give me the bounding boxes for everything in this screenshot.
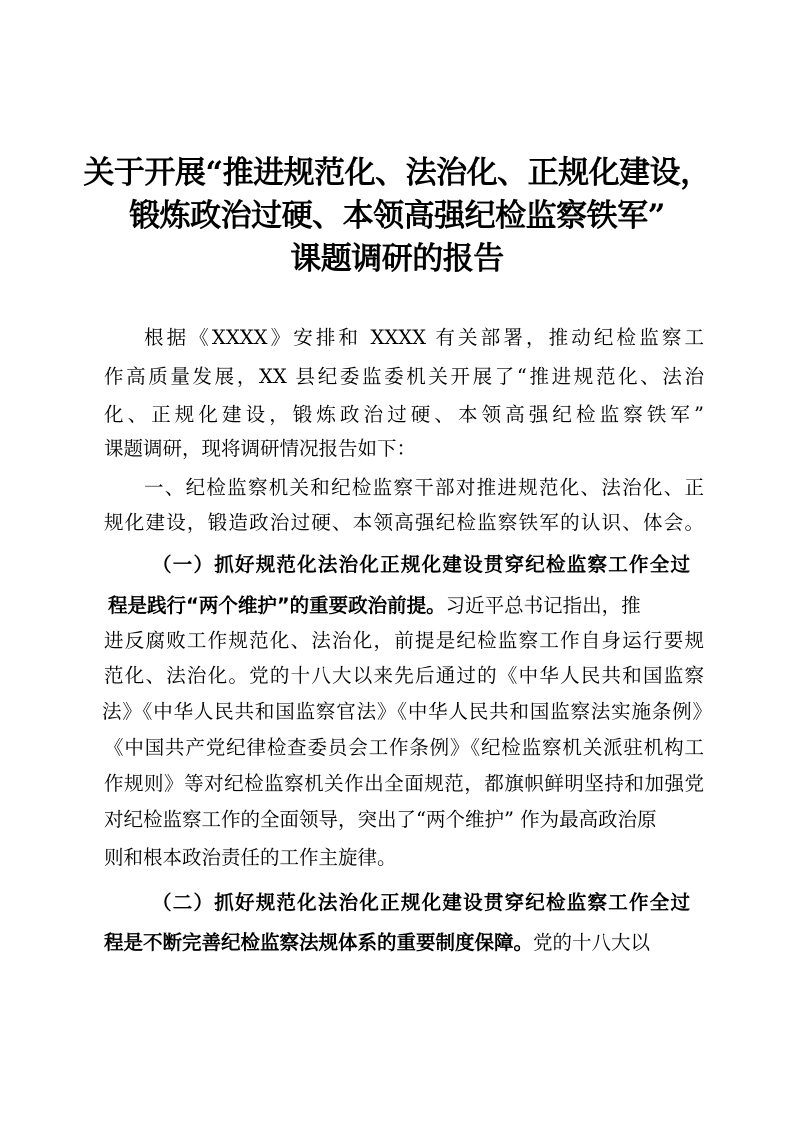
section1-line-1: 一、纪检监察机关和纪检监察干部对推进规范化、法治化、正 xyxy=(144,476,704,499)
sub1-body-line-7: 则和根本政治责任的工作主旋律。 xyxy=(104,846,397,869)
sub1-heading-line-2: 程是践行“两个维护”的重要政治前提。 xyxy=(108,594,446,617)
sub2-heading-line-2: 程是不断完善纪检监察法规体系的重要制度保障。 xyxy=(104,931,534,954)
section1-line-2: 规化建设，锻造政治过硬、本领高强纪检监察铁军的认识、体会。 xyxy=(104,511,704,534)
sub2-heading-line-1: （二）抓好规范化法治化正规化建设贯穿纪检监察工作全过 xyxy=(152,891,690,914)
sub1-body-line-5: 作规则》等对纪检监察机关作出全面规范，都旗帜鲜明坚持和加强党 xyxy=(104,772,704,795)
sub1-line-2 xyxy=(108,591,704,621)
intro-line-4: 课题调研，现将调研情况报告如下： xyxy=(104,437,417,460)
sub2-line-2 xyxy=(104,928,704,958)
intro-line-3: 化、正规化建设，锻炼政治过硬、本领高强纪检监察铁军” xyxy=(104,403,704,426)
report-title-line-2: 锻炼政治过硬、本领高强纪检监察铁军” xyxy=(129,198,665,234)
sub1-body-line-2: 范化、法治化。党的十八大以来先后通过的《中华人民共和国监察 xyxy=(104,664,704,687)
sub1-body-line-4: 《中国共产党纪律检查委员会工作条例》《纪检监察机关派驻机构工 xyxy=(104,736,704,759)
report-title-line-1: 关于开展“推进规范化、法治化、正规化建设， xyxy=(83,155,711,191)
sub2-line-2-text: 党的十八大以 xyxy=(533,931,651,954)
intro-line-1: 根据《XXXX》安排和 XXXX 有关部署，推动纪检监察工 xyxy=(144,326,704,349)
sub1-body-line-6: 对纪检监察工作的全面领导，突出了“两个维护” 作为最高政治原 xyxy=(104,808,657,831)
sub1-heading-line-1: （一）抓好规范化法治化正规化建设贯穿纪检监察工作全过 xyxy=(152,553,690,576)
sub1-line-2-text: 习近平总书记指出，推 xyxy=(445,594,641,617)
report-title-line-3: 课题调研的报告 xyxy=(290,241,504,277)
sub1-body-line-1: 进反腐败工作规范化、法治化，前提是纪检监察工作自身运行要规 xyxy=(104,629,704,652)
sub1-body-line-3: 法》《中华人民共和国监察官法》《中华人民共和国监察法实施条例》 xyxy=(102,700,712,723)
intro-line-2: 作高质量发展，XX 县纪委监委机关开展了“推进规范化、法治 xyxy=(104,365,704,388)
